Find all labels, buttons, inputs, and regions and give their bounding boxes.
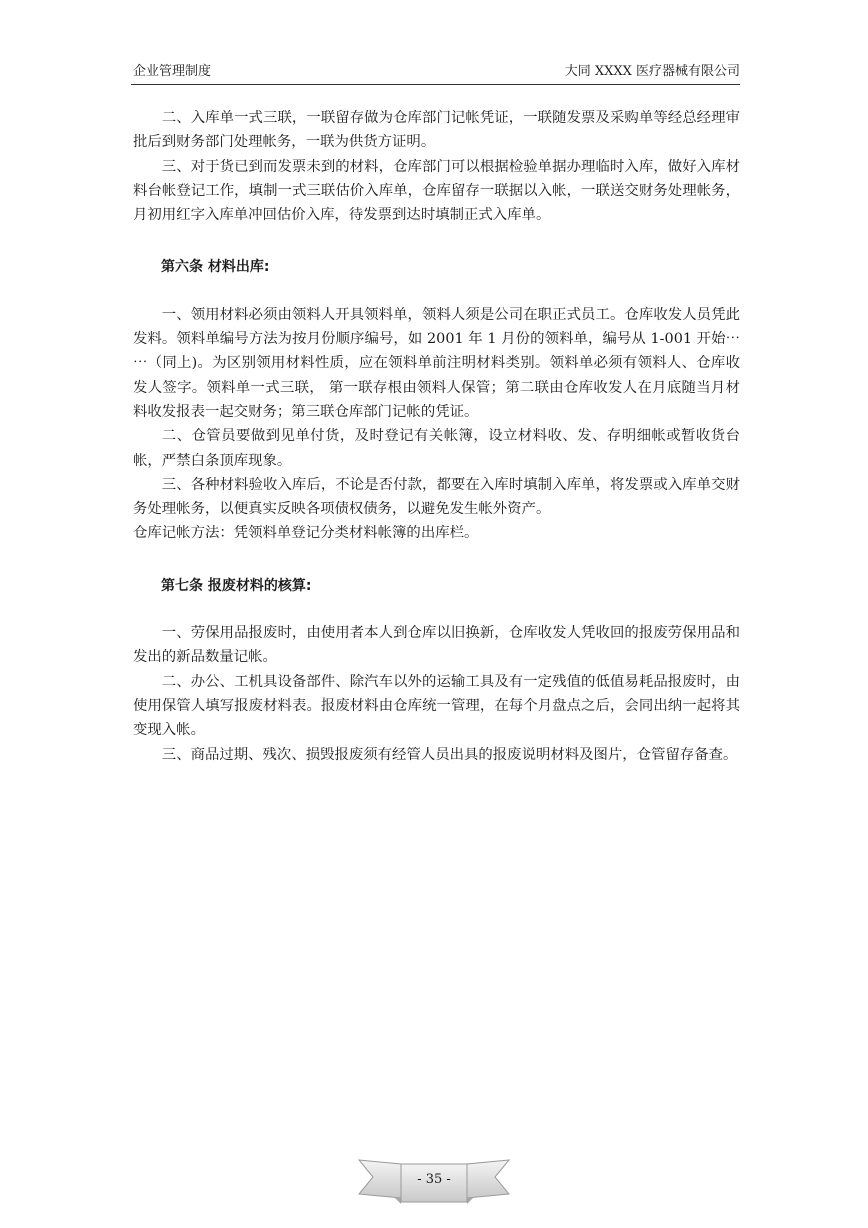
section-heading-article-6: 第六条 材料出库: bbox=[161, 259, 270, 276]
paragraph: 三、对于货已到而发票未到的材料，仓库部门可以根据检验单据办理临时入库，做好入库材料台帐登记工作，填制一式三联估价入库单，仓库留存一联据以入帐，一联送交财务处理帐务，月初用红字入库单冲回估价入库，待发票到达时填制正式入库单。 bbox=[133, 158, 740, 224]
paragraph: 仓库记帐方法：凭领料单登记分类材料帐簿的出库栏。 bbox=[133, 525, 479, 542]
page-footer bbox=[357, 1150, 511, 1208]
paragraph: 二、入库单一式三联，一联留存做为仓库部门记帐凭证，一联随发票及采购单等经总经理审批后到财务部门处理帐务，一联为供货方证明。 bbox=[133, 110, 740, 151]
header-left-title: 企业管理制度 bbox=[133, 64, 212, 79]
paragraph: 二、办公、工机具设备部件、除汽车以外的运输工具及有一定残值的低值易耗品报废时，由使用保管人填写报废材料表。报废材料由仓库统一管理，在每个月盘点之后，会同出纳一起将其变现入帐。 bbox=[133, 673, 740, 739]
document-body bbox=[133, 106, 740, 767]
paragraph: 三、各种材料验收入库后，不论是否付款，都要在入库时填制入库单，将发票或入库单交财务处理帐务，以便真实反映各项债权债务，以避免发生帐外资产。 bbox=[133, 476, 740, 518]
header-company-name: 大同 XXXX 医疗器械有限公司 bbox=[564, 64, 740, 79]
paragraph: 二、仓管员要做到见单付货，及时登记有关帐簿，设立材料收、发、存明细帐或暂收货台帐，严禁白条顶库现象。 bbox=[133, 428, 740, 469]
page-number: - 35 - bbox=[417, 1172, 451, 1187]
paragraph: 一、领用材料必须由领料人开具领料单，领料人须是公司在职正式员工。仓库收发人员凭此发料。领料单编号方法为按月份顺序编号，如 2001 年 1 月份的领料单，编号从 1-001 开始⋯ ⋯（同上)。为区别领用材料性质，应在领料单前注明材料类别。领料单必须有领料人、仓库收发人签字。领料单一式三联， 第一联存根由领料人保管；第二联由仓库收发人在月底随当月材料收发报表一起交财务；第三联仓库部门记帐的凭证。 bbox=[133, 306, 740, 420]
paragraph: 三、商品过期、残次、损毁报废须有经管人员出具的报废说明材料及图片，仓管留存备查。 bbox=[161, 746, 738, 763]
section-heading-article-7: 第七条 报废材料的核算: bbox=[161, 577, 312, 594]
page-header bbox=[131, 62, 740, 85]
paragraph: 一、劳保用品报废时，由使用者本人到仓库以旧换新，仓库收发人凭收回的报废劳保用品和发出的新品数量记帐。 bbox=[133, 625, 740, 666]
